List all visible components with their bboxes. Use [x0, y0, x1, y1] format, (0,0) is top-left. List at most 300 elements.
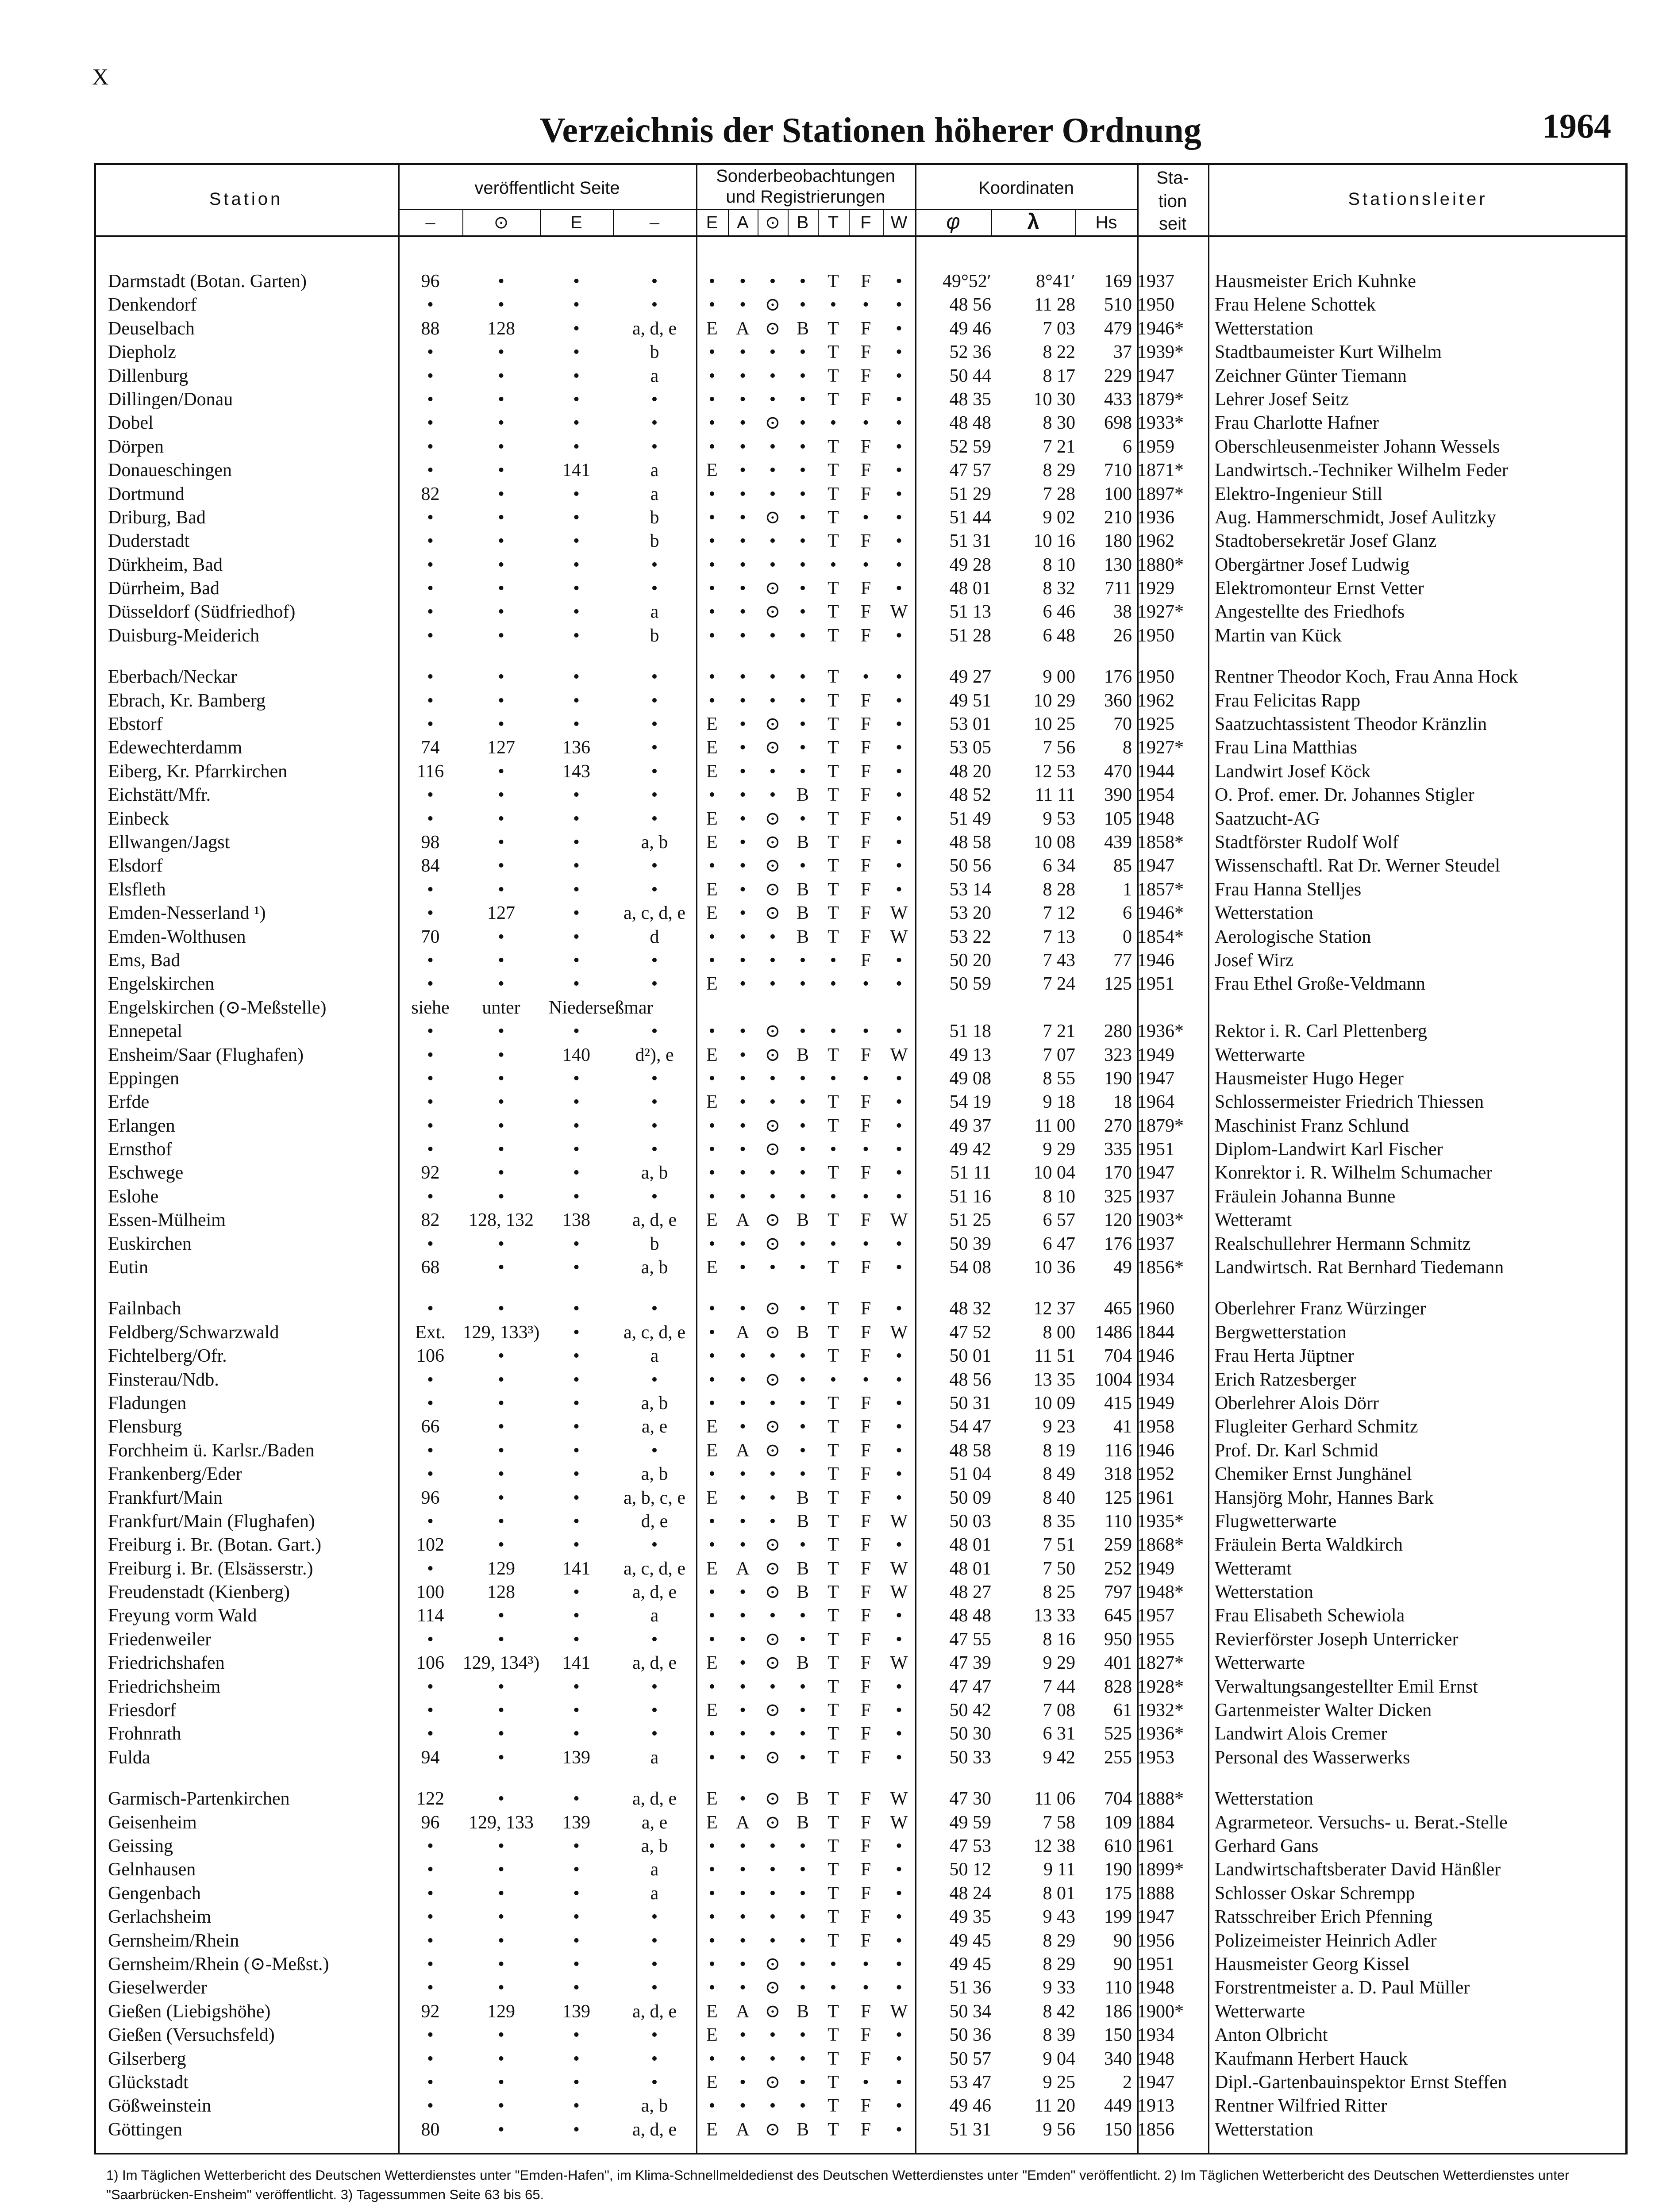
page-dash: 102	[416, 1535, 444, 1555]
page-e: •	[573, 1605, 580, 1626]
table-row	[94, 293, 1628, 317]
obs-a: •	[739, 1139, 746, 1160]
station-since: 1950	[1137, 295, 1174, 315]
obs-a: •	[739, 1629, 746, 1650]
obs-f: F	[860, 1789, 871, 1809]
obs-f: F	[860, 1883, 871, 1904]
page-sun: •	[498, 667, 504, 687]
page-letters: a, d, e	[632, 1789, 677, 1809]
obs-t: T	[828, 436, 839, 457]
table-row	[94, 1439, 1628, 1463]
obs-a: •	[739, 436, 746, 457]
obs-e: E	[706, 737, 718, 758]
station-since: 1856*	[1137, 1257, 1184, 1278]
obs-w: •	[896, 667, 902, 687]
height: 90	[1113, 1930, 1132, 1951]
height: 150	[1104, 2025, 1132, 2046]
obs-w: •	[896, 1186, 902, 1207]
obs-f: F	[860, 1487, 871, 1508]
obs-sun: •	[769, 1163, 776, 1183]
obs-w: W	[890, 926, 908, 947]
page-e: •	[573, 1021, 580, 1042]
obs-sun: •	[769, 1836, 776, 1856]
obs-e: •	[708, 1186, 716, 1207]
obs-t: T	[828, 1558, 839, 1579]
height: 130	[1104, 554, 1132, 575]
page-sun: •	[498, 2048, 504, 2069]
page-letters: a, d, e	[632, 318, 677, 339]
page-sun: 129	[487, 2001, 515, 2022]
station-since: 1899*	[1137, 1859, 1184, 1880]
obs-f: •	[862, 295, 869, 315]
page-letters: •	[651, 761, 658, 782]
page-dash: •	[427, 1836, 434, 1856]
obs-b: •	[799, 1836, 806, 1856]
obs-w: •	[896, 1978, 902, 1998]
height: 318	[1104, 1464, 1132, 1485]
obs-a: •	[739, 785, 746, 806]
obs-b: •	[799, 974, 806, 995]
page-letters: a, c, d, e	[624, 1322, 685, 1343]
obs-a: •	[739, 714, 746, 735]
obs-t: •	[830, 1139, 837, 1160]
height: 100	[1104, 484, 1132, 504]
page-e: •	[573, 1186, 580, 1207]
obs-t: •	[830, 413, 837, 434]
obs-e: •	[708, 1068, 716, 1089]
obs-a: •	[739, 974, 746, 995]
station-leader: Verwaltungsangestellter Emil Ernst	[1215, 1676, 1478, 1697]
obs-b: B	[796, 879, 809, 900]
obs-b: •	[799, 1907, 806, 1928]
obs-f: F	[860, 1700, 871, 1721]
obs-w: •	[896, 554, 902, 575]
height: 252	[1104, 1558, 1132, 1579]
page-dash: •	[427, 950, 434, 971]
station-since: 1954	[1137, 785, 1174, 806]
station-name: Dobel	[108, 413, 154, 434]
obs-w: W	[890, 1789, 908, 1809]
height: 479	[1104, 318, 1132, 339]
header-sub-longitude: λ	[1027, 210, 1039, 234]
table-row	[94, 1929, 1628, 1953]
latitude: 49 42	[949, 1139, 991, 1160]
page-sun: •	[498, 365, 504, 386]
latitude: 53 14	[949, 879, 991, 900]
obs-e: •	[708, 667, 716, 687]
obs-a: •	[739, 1092, 746, 1113]
station-leader: Dipl.-Gartenbauinspektor Ernst Steffen	[1215, 2072, 1507, 2093]
station-leader: Frau Hanna Stelljes	[1215, 879, 1362, 900]
longitude: 9 43	[1043, 1907, 1075, 1928]
obs-f: F	[860, 271, 871, 292]
page-dash: •	[427, 413, 434, 434]
station-since: 1934	[1137, 1369, 1174, 1390]
height: 449	[1104, 2096, 1132, 2116]
station-since: 1913	[1137, 2096, 1174, 2116]
obs-b: •	[799, 1369, 806, 1390]
page-sun: •	[498, 974, 504, 995]
table-row	[94, 949, 1628, 972]
obs-w: •	[896, 389, 902, 410]
obs-e: •	[708, 389, 716, 410]
table-row	[94, 411, 1628, 435]
latitude: 53 01	[949, 714, 991, 735]
obs-sun: ⊙	[765, 737, 781, 758]
page-sun: •	[498, 926, 504, 947]
page-e: •	[573, 832, 580, 853]
obs-a: •	[739, 690, 746, 711]
page-dash: •	[427, 2048, 434, 2069]
latitude: 51 28	[949, 625, 991, 646]
obs-sun: ⊙	[765, 2072, 781, 2093]
obs-w: •	[896, 950, 902, 971]
page-letters: •	[651, 879, 658, 900]
page-e: •	[573, 690, 580, 711]
station-since: 1947	[1137, 1163, 1174, 1183]
page-dash: •	[427, 1369, 434, 1390]
page-letters: a, d, e	[632, 1653, 677, 1674]
page-e: •	[573, 1859, 580, 1880]
station-since: 1961	[1137, 1487, 1174, 1508]
table-row	[94, 1533, 1628, 1557]
obs-a: •	[739, 1464, 746, 1485]
obs-b: •	[799, 1021, 806, 1042]
latitude: 52 36	[949, 342, 991, 363]
obs-b: •	[799, 856, 806, 876]
obs-b: •	[799, 578, 806, 599]
header-sub-special: F	[860, 213, 871, 232]
obs-w: W	[890, 1653, 908, 1674]
station-since: 1888*	[1137, 1789, 1184, 1809]
page-letters: •	[651, 1978, 658, 1998]
station-since: 1960	[1137, 1298, 1174, 1319]
page-e: •	[573, 1930, 580, 1951]
page-dash: •	[427, 1393, 434, 1413]
obs-w: •	[896, 1417, 902, 1437]
page-dash: •	[427, 1907, 434, 1928]
longitude: 7 21	[1043, 436, 1075, 457]
obs-t: T	[828, 1417, 839, 1437]
table-row	[94, 435, 1628, 459]
table-row	[94, 1344, 1628, 1368]
table-row	[94, 2047, 1628, 2071]
obs-a: •	[739, 1045, 746, 1065]
obs-b: •	[799, 1747, 806, 1768]
station-leader: Flugleiter Gerhard Schmitz	[1215, 1417, 1418, 1437]
latitude: 50 36	[949, 2025, 991, 2046]
latitude: 50 03	[949, 1511, 991, 1532]
longitude: 11 20	[1034, 2096, 1075, 2116]
page-letters: a, d, e	[632, 2001, 677, 2022]
latitude: 53 22	[949, 926, 991, 947]
obs-w: •	[896, 295, 902, 315]
obs-w: •	[896, 365, 902, 386]
obs-a: •	[739, 1115, 746, 1136]
header-subrule	[696, 209, 915, 210]
page-sun: •	[498, 531, 504, 552]
station-since: 1946*	[1137, 903, 1184, 924]
obs-f: •	[862, 413, 869, 434]
longitude: 7 03	[1043, 318, 1075, 339]
page-letters: a, d, e	[632, 2119, 677, 2140]
header-sub-special: A	[737, 213, 749, 232]
station-leader: Frau Lina Matthias	[1215, 737, 1357, 758]
obs-t: T	[828, 785, 839, 806]
page-letters: d	[650, 926, 659, 947]
obs-sun: ⊙	[765, 1322, 781, 1343]
station-leader: Stadtförster Rudolf Wolf	[1215, 832, 1399, 853]
station-since: 1939*	[1137, 342, 1184, 363]
page-letters: a, c, d, e	[624, 1558, 685, 1579]
page-e: •	[573, 1115, 580, 1136]
obs-e: •	[708, 1978, 716, 1998]
footnotes: 1) Im Täglichen Wetterbericht des Deutschen Wetterdienstes unter "Emden-Hafen", im Klima-Schnellmeldedienst des Deutschen Wetterdienstes unter "Emden" veröffentlicht. 2) Im Täglichen Wetterbericht des Deutschen Wetterdienstes unter "Saarbrücken-Ensheim" veröffentlicht. 3) Tagessummen Seite 63 bis 65.	[106, 2167, 1570, 2202]
page-sun: •	[498, 1747, 504, 1768]
obs-sun: ⊙	[765, 1747, 781, 1768]
table-row	[94, 1463, 1628, 1486]
page-e: •	[573, 1883, 580, 1904]
page-e: •	[573, 1417, 580, 1437]
page-dash: 82	[421, 484, 440, 504]
obs-w: •	[896, 1907, 902, 1928]
page-sun: •	[498, 832, 504, 853]
obs-f: F	[860, 460, 871, 481]
station-name: Frankfurt/Main (Flughafen)	[108, 1511, 315, 1532]
obs-b: •	[799, 507, 806, 528]
station-since: 1962	[1137, 531, 1174, 552]
obs-f: F	[860, 2001, 871, 2022]
obs-a: A	[736, 1440, 750, 1461]
page-dash: •	[427, 1954, 434, 1974]
obs-b: •	[799, 1930, 806, 1951]
table-row	[94, 1392, 1628, 1415]
page-sun: •	[498, 714, 504, 735]
station-since: 1879*	[1137, 1115, 1184, 1136]
station-name: Ensheim/Saar (Flughafen)	[108, 1045, 304, 1065]
obs-a: •	[739, 1700, 746, 1721]
longitude: 10 25	[1033, 714, 1075, 735]
station-leader: Angestellte des Friedhofs	[1215, 602, 1405, 622]
latitude: 50 57	[949, 2048, 991, 2069]
station-leader: Lehrer Josef Seitz	[1215, 389, 1349, 410]
obs-b: B	[796, 1322, 809, 1343]
page-letters: a	[650, 602, 659, 622]
page-sun: •	[498, 389, 504, 410]
longitude: 9 11	[1043, 1859, 1075, 1880]
page-dash: •	[427, 1021, 434, 1042]
page-dash: 114	[416, 1605, 444, 1626]
page-e: •	[573, 1139, 580, 1160]
station-name: Engelskirchen	[108, 974, 215, 995]
obs-t: T	[828, 625, 839, 646]
obs-t: T	[828, 460, 839, 481]
page-letters: a, b	[641, 1836, 668, 1856]
obs-f: •	[862, 1233, 869, 1254]
obs-w: •	[896, 1369, 902, 1390]
station-leader: Fräulein Johanna Bunne	[1215, 1186, 1396, 1207]
station-leader: Stadtobersekretär Josef Glanz	[1215, 531, 1437, 552]
station-leader: Realschullehrer Hermann Schmitz	[1215, 1233, 1471, 1254]
page-letters: •	[651, 1535, 658, 1555]
station-leader: Konrektor i. R. Wilhelm Schumacher	[1215, 1163, 1493, 1183]
station-since: 1880*	[1137, 554, 1184, 575]
page-dash: •	[427, 602, 434, 622]
obs-f: F	[860, 1653, 871, 1674]
station-leader: Wetterstation	[1215, 1582, 1313, 1603]
obs-b: •	[799, 667, 806, 687]
station-leader: Wetterwarte	[1215, 1653, 1305, 1674]
latitude: 54 19	[949, 1092, 991, 1113]
obs-w: •	[896, 2048, 902, 2069]
station-leader: Hausmeister Georg Kissel	[1215, 1954, 1410, 1974]
latitude: 48 24	[949, 1883, 991, 1904]
page-dash: 106	[416, 1653, 444, 1674]
page-sun: •	[498, 1487, 504, 1508]
station-since: 1951	[1137, 1954, 1174, 1974]
obs-b: B	[796, 1653, 809, 1674]
station-since: 1964	[1137, 1092, 1174, 1113]
station-since: 1944	[1137, 761, 1174, 782]
station-name: Erfde	[108, 1092, 150, 1113]
station-since: 1827*	[1137, 1653, 1184, 1674]
station-leader: Josef Wirz	[1215, 950, 1294, 971]
station-name: Einbeck	[108, 808, 169, 829]
station-name: Eutin	[108, 1257, 148, 1278]
page-dash: 122	[416, 1789, 444, 1809]
station-name: Glückstadt	[108, 2072, 189, 2093]
obs-w: •	[896, 1836, 902, 1856]
station-leader: Wissenschaftl. Rat Dr. Werner Steudel	[1215, 856, 1500, 876]
page-e: •	[573, 2096, 580, 2116]
obs-b: •	[799, 625, 806, 646]
height: 390	[1104, 785, 1132, 806]
obs-t: T	[828, 318, 839, 339]
longitude: 8 10	[1043, 554, 1075, 575]
longitude: 11 06	[1034, 1789, 1075, 1809]
station-since: 1897*	[1137, 484, 1184, 504]
obs-w: •	[896, 1930, 902, 1951]
obs-e: •	[708, 413, 716, 434]
obs-w: •	[896, 1298, 902, 1319]
obs-a: •	[739, 1978, 746, 1998]
height: 323	[1104, 1045, 1132, 1065]
latitude: 48 58	[949, 1440, 991, 1461]
station-leader: Martin van Kück	[1215, 625, 1342, 646]
station-since: 1953	[1137, 1747, 1174, 1768]
obs-a: •	[739, 879, 746, 900]
obs-b: B	[796, 1812, 809, 1833]
page-sun: •	[498, 602, 504, 622]
latitude: 50 01	[949, 1346, 991, 1367]
obs-a: •	[739, 1511, 746, 1532]
obs-sun: •	[769, 436, 776, 457]
obs-e: E	[706, 1487, 718, 1508]
station-since: 1936*	[1137, 1021, 1184, 1042]
height: 6	[1123, 903, 1132, 924]
station-leader: Fräulein Berta Waldkirch	[1215, 1535, 1403, 1555]
obs-sun: •	[769, 1257, 776, 1278]
page-dash: •	[427, 436, 434, 457]
height: 0	[1123, 926, 1132, 947]
obs-f: F	[860, 1836, 871, 1856]
page-letters: •	[651, 578, 658, 599]
obs-w: •	[896, 507, 902, 528]
longitude: 12 38	[1033, 1836, 1075, 1856]
obs-f: F	[860, 1676, 871, 1697]
latitude: 47 55	[949, 1629, 991, 1650]
page-letters: d, e	[641, 1511, 668, 1532]
station-name: Ellwangen/Jagst	[108, 832, 230, 853]
station-leader: Polizeimeister Heinrich Adler	[1215, 1930, 1437, 1951]
table-row	[94, 1368, 1628, 1392]
latitude: 50 20	[949, 950, 991, 971]
obs-a: •	[739, 808, 746, 829]
longitude: 9 56	[1043, 2119, 1075, 2140]
page-letters: a, b	[641, 1257, 668, 1278]
longitude: 8 49	[1043, 1464, 1075, 1485]
obs-t: T	[828, 2072, 839, 2093]
page-letters: •	[651, 1139, 658, 1160]
page-dash: 98	[421, 832, 440, 853]
obs-e: •	[708, 1629, 716, 1650]
obs-w: •	[896, 974, 902, 995]
obs-t: T	[828, 667, 839, 687]
obs-e: E	[706, 1700, 718, 1721]
obs-e: •	[708, 625, 716, 646]
longitude: 7 08	[1043, 1700, 1075, 1721]
page-dash: •	[427, 1930, 434, 1951]
longitude: 8 35	[1043, 1511, 1075, 1532]
page-sun: •	[498, 554, 504, 575]
row-spacer	[94, 1279, 1628, 1297]
obs-sun: ⊙	[765, 1653, 781, 1674]
obs-a: •	[739, 602, 746, 622]
obs-sun: ⊙	[765, 903, 781, 924]
page-letters: b	[650, 1233, 659, 1254]
page-e: •	[573, 1629, 580, 1650]
row-spacer	[94, 648, 1628, 665]
obs-b: •	[799, 714, 806, 735]
obs-a: •	[739, 1883, 746, 1904]
obs-w: •	[896, 531, 902, 552]
station-leader: Elektro-Ingenieur Still	[1215, 484, 1383, 504]
obs-f: F	[860, 1605, 871, 1626]
station-leader: Bergwetterstation	[1215, 1322, 1347, 1343]
table-row	[94, 1321, 1628, 1344]
station-leader: Stadtbaumeister Kurt Wilhelm	[1215, 342, 1442, 363]
page-letters: •	[651, 737, 658, 758]
height: 109	[1104, 1812, 1132, 1833]
obs-w: •	[896, 1393, 902, 1413]
station-since: 1947	[1137, 1068, 1174, 1089]
obs-a: •	[739, 1747, 746, 1768]
obs-b: •	[799, 342, 806, 363]
page-e: •	[573, 2048, 580, 2069]
station-leader: Frau Herta Jüptner	[1215, 1346, 1354, 1367]
obs-w: •	[896, 690, 902, 711]
header-sub-height: Hs	[1095, 213, 1117, 232]
obs-b: •	[799, 2025, 806, 2046]
header-sub-latitude: φ	[946, 210, 960, 234]
header-special-1: Sonderbeobachtungen	[716, 166, 895, 186]
page-letters: •	[651, 295, 658, 315]
station-leader: Saatzuchtassistent Theodor Kränzlin	[1215, 714, 1487, 735]
obs-sun: •	[769, 271, 776, 292]
longitude: 8 22	[1043, 342, 1075, 363]
obs-sun: ⊙	[765, 1954, 781, 1974]
height: 950	[1104, 1629, 1132, 1650]
